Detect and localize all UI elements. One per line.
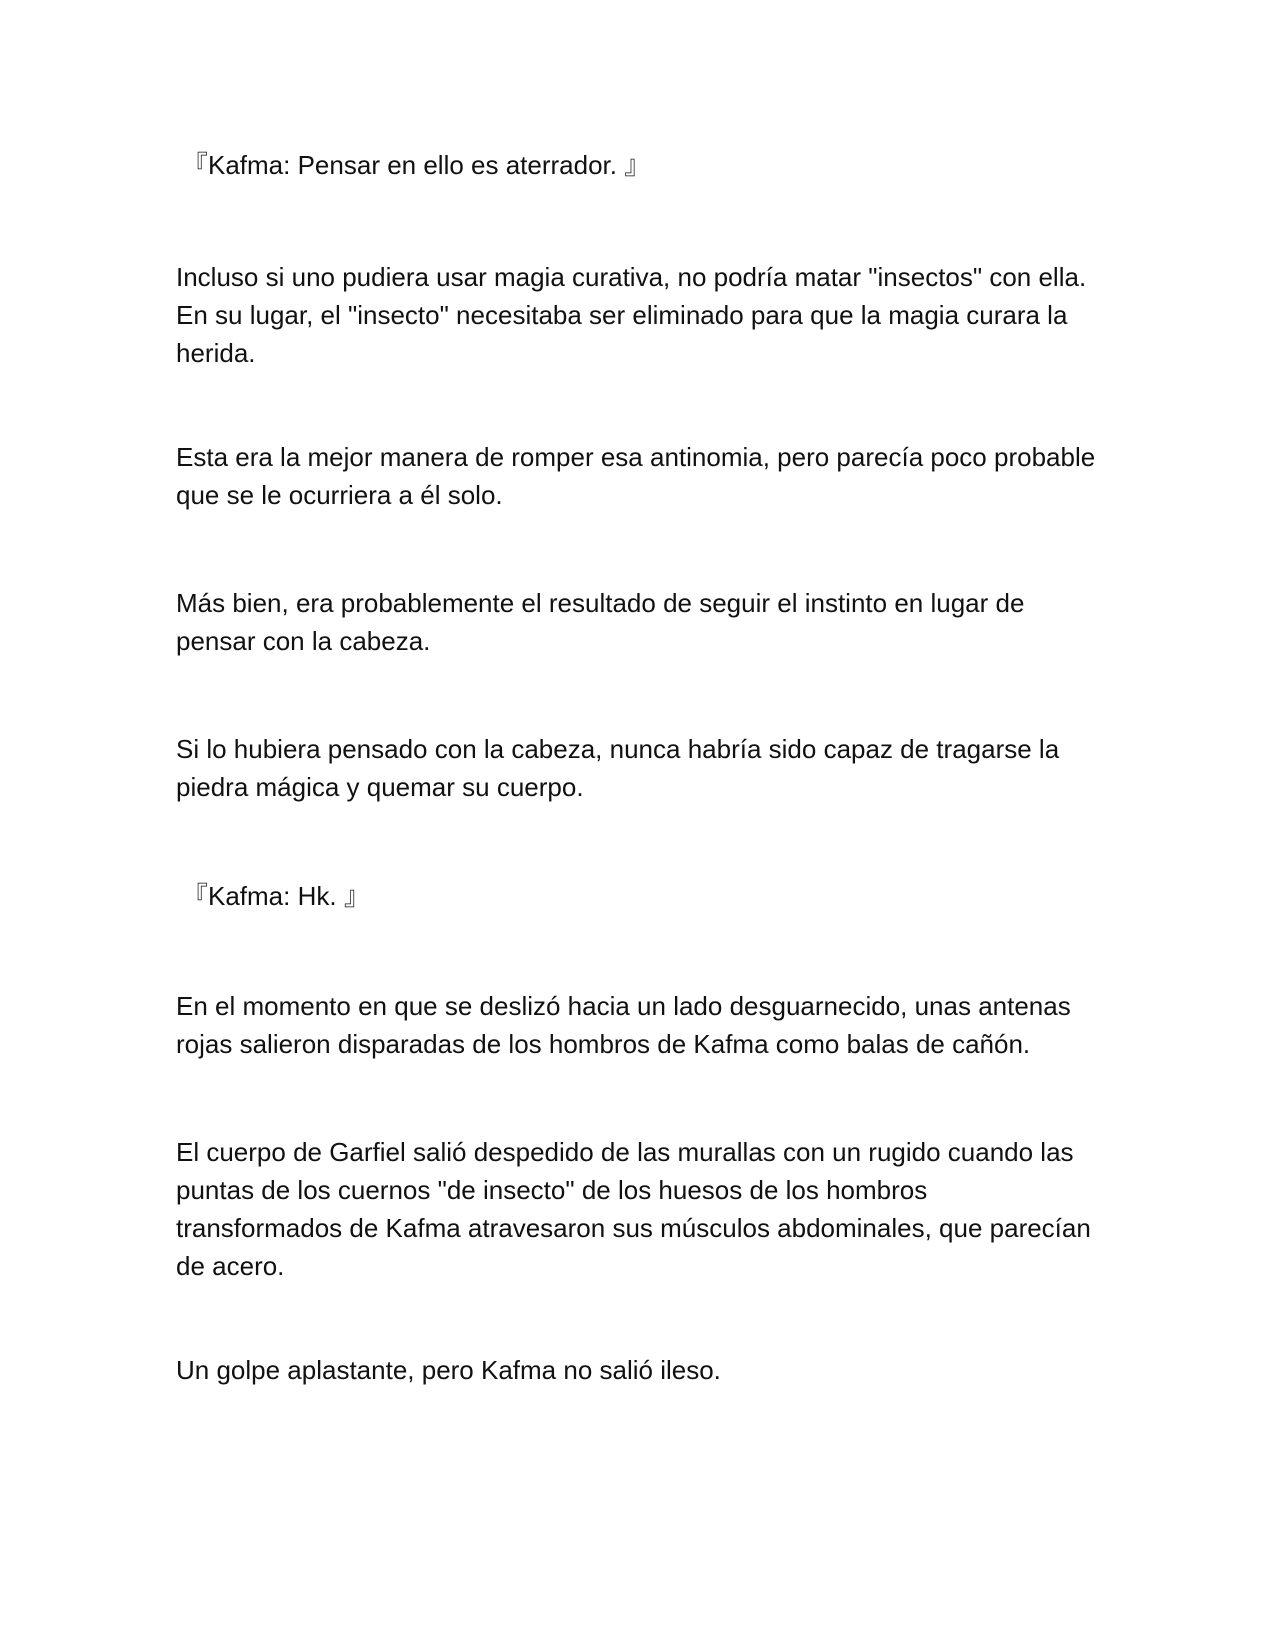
paragraph: Más bien, era probablemente el resultado de seguir el instinto en lugar de pensar con la cabeza. [176,588,1025,656]
paragraph: El cuerpo de Garfiel salió despedido de las murallas con un rugido cuando las puntas de los cuernos "de insecto" de los huesos de los hombros transformados de Kafma atravesaron sus músculos abdominales, que parecían de acero. [176,1137,1091,1281]
paragraph: Si lo hubiera pensado con la cabeza, nunca habría sido capaz de tragarse la piedra mágica y quemar su cuerpo. [176,734,1060,802]
paragraph: Esta era la mejor manera de romper esa antinomia, pero parecía poco probable que se le ocurriera a él solo. [176,442,1096,510]
paragraph: Un golpe aplastante, pero Kafma no salió ileso. [176,1355,721,1385]
dialogue-line: 『Kafma: Hk. 』 [182,881,370,911]
dialogue-line: 『Kafma: Pensar en ello es aterrador. 』 [182,150,651,180]
paragraph: Incluso si uno pudiera usar magia curativa, no podría matar "insectos" con ella. En su lugar, el "insecto" necesitaba ser eliminado para que la magia curara la herida. [176,262,1087,368]
paragraph: En el momento en que se deslizó hacia un lado desguarnecido, unas antenas rojas salieron disparadas de los hombros de Kafma como balas de cañón. [176,991,1071,1059]
